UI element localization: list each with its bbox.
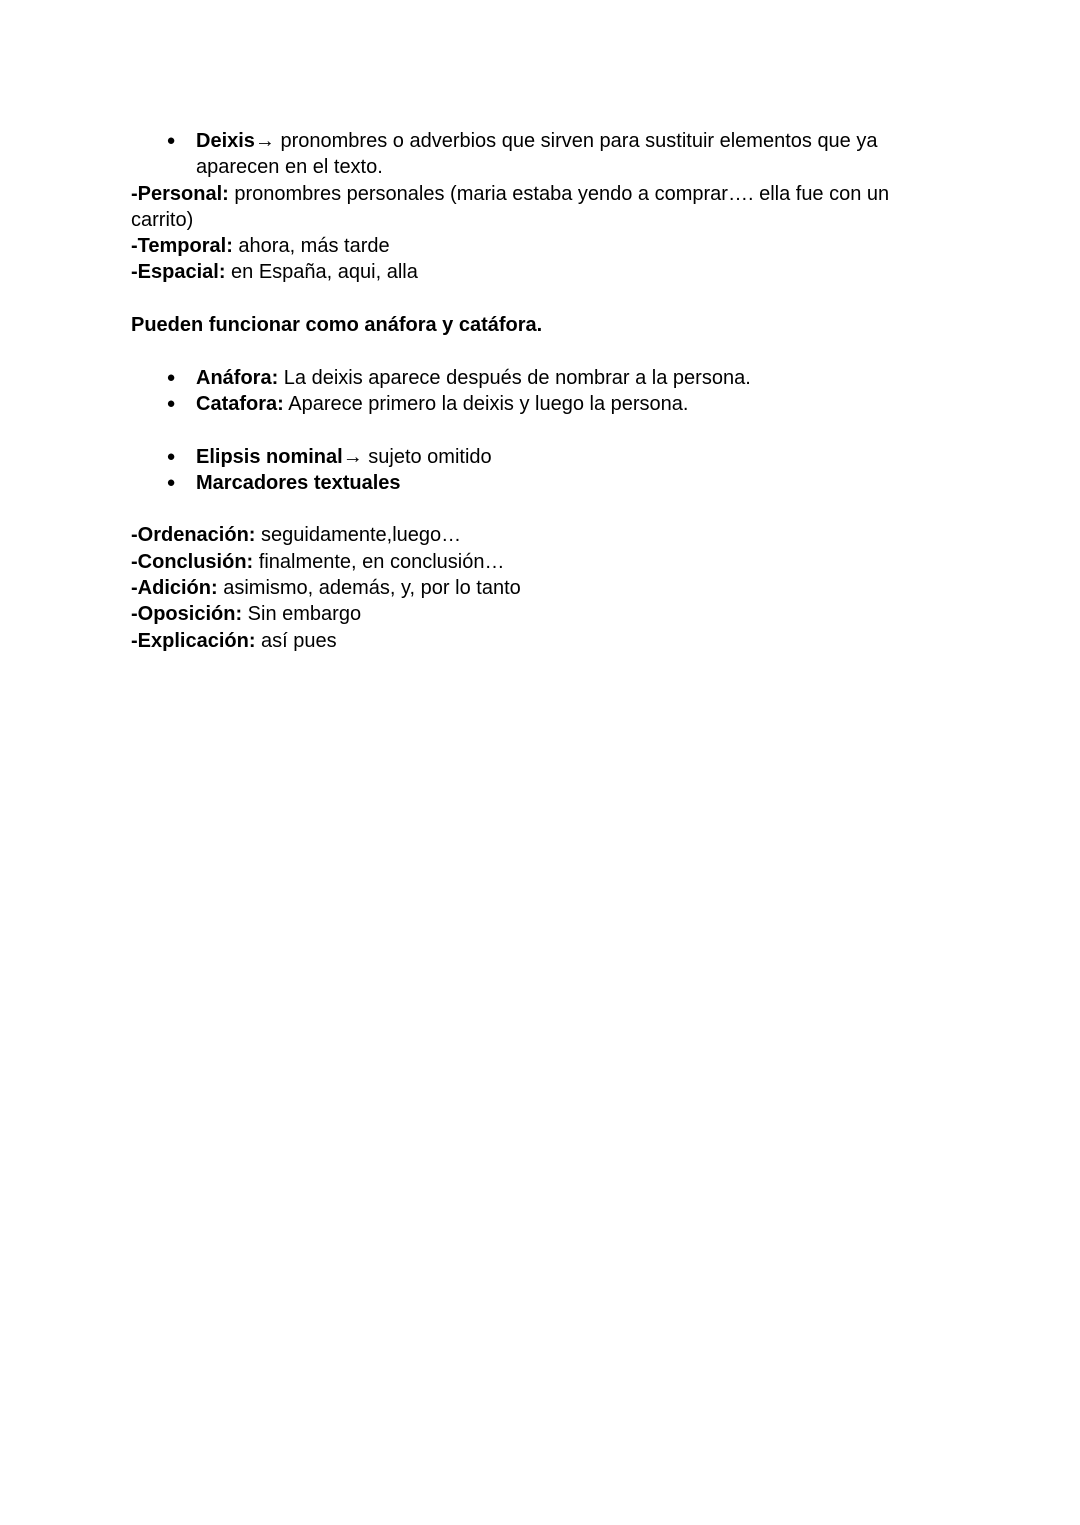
text-elipsis: → sujeto omitido bbox=[342, 445, 492, 468]
text-espacial: en España, aqui, alla bbox=[225, 261, 418, 284]
label-oposicion: -Oposición: bbox=[131, 603, 243, 626]
marker-explicacion bbox=[131, 628, 911, 654]
text-temporal: ahora, más tarde bbox=[232, 235, 390, 258]
text-conclusion: finalmente, en conclusión… bbox=[253, 550, 505, 573]
text-adicion: asimismo, además, y, por lo tanto bbox=[217, 577, 521, 600]
text-catafora: Aparece primero la deixis y luego la persona. bbox=[283, 392, 689, 415]
marker-adicion bbox=[131, 575, 911, 601]
spacer bbox=[131, 417, 911, 443]
deixis-type-personal bbox=[131, 181, 911, 234]
desc-deixis: pronombres o adverbios que sirven para sustituir elementos que ya aparecen en el texto. bbox=[196, 130, 878, 179]
text-ordenacion: seguidamente,luego… bbox=[255, 524, 462, 547]
text-personal: pronombres personales (maria estaba yendo a comprar…. ella fue con un carrito) bbox=[131, 182, 890, 231]
spacer bbox=[131, 338, 911, 364]
bullet-icon: ● bbox=[166, 368, 176, 386]
term-marcadores: Marcadores textuales bbox=[196, 471, 401, 494]
deixis-type-temporal bbox=[131, 233, 911, 259]
spacer bbox=[131, 286, 911, 312]
spacer bbox=[131, 496, 911, 522]
term-elipsis: Elipsis nominal bbox=[196, 445, 343, 468]
bullet-icon: ● bbox=[166, 447, 176, 465]
bullet-icon: ● bbox=[166, 394, 176, 412]
text-explicacion: así pues bbox=[255, 629, 337, 652]
marker-oposicion bbox=[131, 601, 911, 627]
marker-ordenacion bbox=[131, 522, 911, 548]
label-ordenacion: -Ordenación: bbox=[131, 524, 256, 547]
label-adicion: -Adición: bbox=[131, 577, 218, 600]
label-conclusion: -Conclusión: bbox=[131, 550, 254, 573]
label-personal: -Personal: bbox=[131, 182, 229, 205]
bullet-icon: ● bbox=[166, 473, 176, 491]
term-anafora: Anáfora: bbox=[196, 366, 279, 389]
document-body bbox=[131, 128, 911, 654]
bullet-icon: ● bbox=[166, 132, 176, 149]
label-explicacion: -Explicación: bbox=[131, 629, 256, 652]
deixis-type-espacial bbox=[131, 259, 911, 285]
term-deixis: Deixis→ bbox=[196, 130, 275, 152]
label-espacial: -Espacial: bbox=[131, 261, 226, 284]
label-temporal: -Temporal: bbox=[131, 235, 233, 258]
term-catafora: Catafora: bbox=[196, 392, 284, 415]
list-item-catafora bbox=[131, 391, 911, 417]
text-anafora: La deixis aparece después de nombrar a la persona. bbox=[278, 366, 751, 389]
list-item-marcadores bbox=[131, 470, 911, 496]
list-item-deixis bbox=[131, 128, 911, 181]
list-item-anafora bbox=[131, 365, 911, 391]
marker-conclusion bbox=[131, 549, 911, 575]
text-oposicion: Sin embargo bbox=[242, 603, 362, 626]
list-item-elipsis bbox=[131, 444, 911, 470]
section-heading: Pueden funcionar como anáfora y catáfora. bbox=[131, 314, 543, 337]
